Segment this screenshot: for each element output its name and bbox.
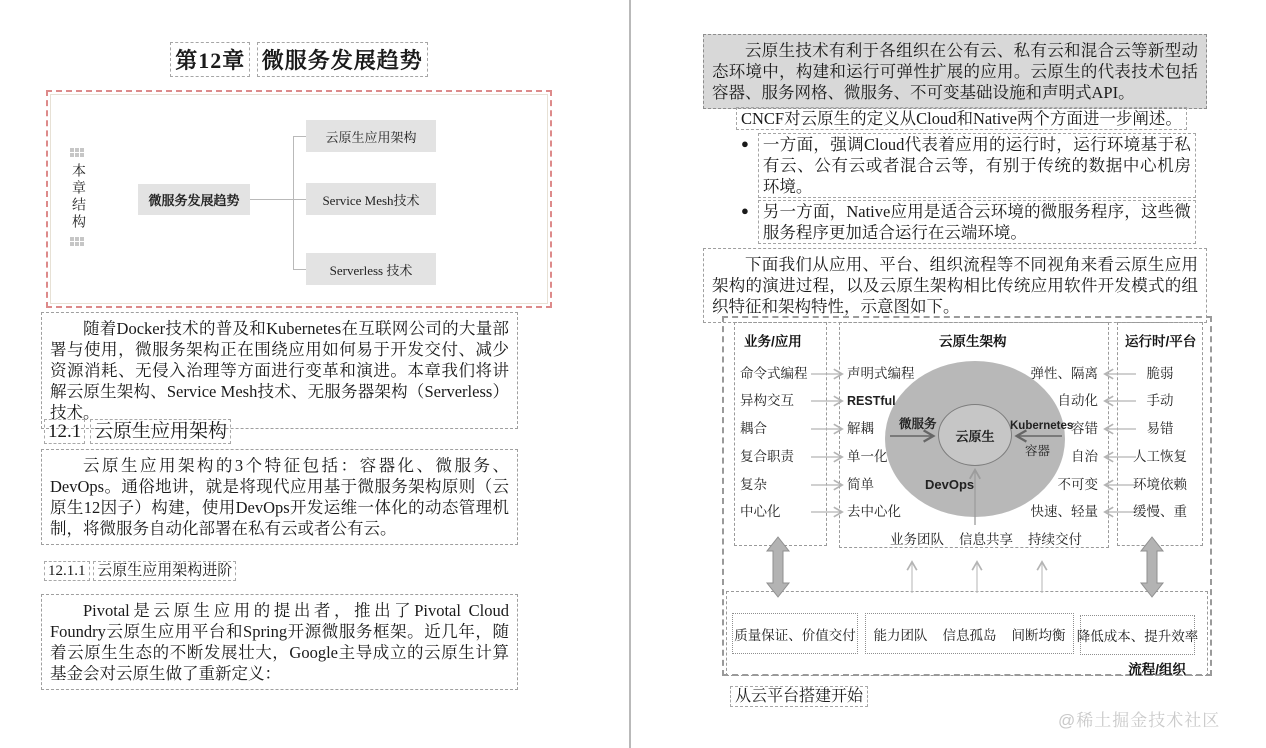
paragraph-cncf-text: CNCF对云原生的定义从Cloud和Native两个方面进一步阐述。 xyxy=(736,107,1187,130)
chapter-title xyxy=(46,42,552,77)
business-item-imperative: 命令式编程 xyxy=(740,366,808,381)
core-label-devops: DevOps xyxy=(925,477,975,492)
dots-decoration-bottom xyxy=(70,237,84,246)
arch-term-decentralized: 去中心化 xyxy=(847,504,901,519)
chapter-structure-label: 本章结构 xyxy=(70,163,85,231)
bullet-text-native: 另一方面，Native应用是适合云环境的微服务程序，这些微服务程序更加适合运行在云端环境。 xyxy=(758,200,1196,244)
business-item-centralized: 中心化 xyxy=(740,504,781,519)
chapter-structure-side-label xyxy=(64,148,90,246)
core-label-container: 容器 xyxy=(1025,444,1051,458)
diagram-caption-text: 从云平台搭建开始 xyxy=(730,686,868,707)
business-item-hetero: 异构交互 xyxy=(740,393,794,408)
tree-node-service-mesh: Service Mesh技术 xyxy=(306,183,436,215)
business-item-coupled: 耦合 xyxy=(740,421,767,436)
panel-title-architecture: 云原生架构 xyxy=(939,334,1007,349)
arch-term-autonomous: 自治 xyxy=(1071,449,1098,464)
core-label-kubernetes: Kubernetes xyxy=(1010,420,1074,432)
business-item-composite: 复合职责 xyxy=(740,449,794,464)
paragraph-cncf xyxy=(703,108,1207,129)
runtime-item-env-dependent: 环境依赖 xyxy=(1133,477,1187,492)
arch-term-simple: 简单 xyxy=(847,477,874,492)
runtime-item-error-prone: 易错 xyxy=(1146,421,1174,436)
panel-title-business: 业务/应用 xyxy=(744,334,802,349)
page-divider xyxy=(629,0,631,748)
process-box-cost: 降低成本、提升效率 xyxy=(1080,615,1195,655)
paragraph-highlight-cloud-native: 云原生技术有利于各组织在公有云、私有云和混合云等新型动态环境中，构建和运行可弹性扩展的应用。云原生的代表技术包括容器、服务网格、微服务、不可变基础设施和声明式API。 xyxy=(703,34,1207,109)
heading-12-1-text: 云原生应用架构 xyxy=(90,419,231,444)
heading-12-1-1-number: 12.1.1 xyxy=(44,561,90,581)
runtime-item-manual: 手动 xyxy=(1146,393,1174,408)
panel-title-runtime: 运行时/平台 xyxy=(1125,334,1197,349)
arch-term-automated: 自动化 xyxy=(1057,393,1098,408)
runtime-item-slow-heavy: 缓慢、重 xyxy=(1133,504,1187,519)
bullet-item-cloud xyxy=(741,133,1207,198)
tree-connector-child3 xyxy=(293,269,306,270)
watermark: @稀土掘金技术社区 xyxy=(1058,711,1221,730)
chapter-number: 第12章 xyxy=(170,42,250,77)
process-box-teams xyxy=(865,613,1074,654)
arch-term-elastic: 弹性、隔离 xyxy=(1030,366,1098,381)
bullet-marker-icon: ● xyxy=(741,136,749,151)
paragraph-pivotal: Pivotal是云原生应用的提出者，推出了Pivotal Cloud Foundry云原生应用平台和Spring开源微服务框架。近几年，随着云原生生态的不断发展壮大，Google主导成立的云原生计算基金会对云原生做了重新定义： xyxy=(41,594,518,690)
process-box-quality: 质量保证、价值交付 xyxy=(732,613,858,654)
business-item-complex: 复杂 xyxy=(740,477,767,492)
paragraph-features: 云原生应用架构的3个特征包括：容器化、微服务、DevOps。通俗地讲，就是将现代应用基于微服务架构原则（云原生12因子）构建，使用DevOps开发运维一体化的动态管理机制，将微服务自动化部署在私有云或者公有云。 xyxy=(41,449,518,545)
dots-decoration-top xyxy=(70,148,84,157)
heading-12-1-number: 12.1 xyxy=(44,419,85,444)
process-capability-team: 能力团队 xyxy=(873,627,928,643)
tree-node-serverless: Serverless 技术 xyxy=(306,253,436,285)
arch-term-immutable: 不可变 xyxy=(1057,477,1098,492)
arch-term-fast-light: 快速、轻量 xyxy=(1030,504,1098,519)
tree-node-cloud-native: 云原生应用架构 xyxy=(306,120,436,152)
arch-term-restful: RESTful xyxy=(847,394,896,408)
chapter-structure-box xyxy=(46,90,552,308)
team-row-info-sharing: 信息共享 xyxy=(959,532,1013,547)
tree-connector-child2 xyxy=(293,199,306,200)
runtime-item-fragile: 脆弱 xyxy=(1146,366,1174,381)
arch-term-fault-tolerant: 容错 xyxy=(1071,421,1098,436)
arch-term-decoupled: 解耦 xyxy=(847,421,874,436)
team-row xyxy=(890,528,1082,548)
paragraph-diagram-intro: 下面我们从应用、平台、组织流程等不同视角来看云原生应用架构的演进过程，以及云原生架构相比传统应用软件开发模式的组织特征和架构特性，示意图如下。 xyxy=(703,248,1207,323)
bullet-marker-icon: ● xyxy=(741,203,749,218)
process-info-silo: 信息孤岛 xyxy=(942,627,997,643)
runtime-item-manual-recovery: 人工恢复 xyxy=(1133,449,1187,464)
cloud-native-architecture-diagram xyxy=(722,316,1212,676)
tree-connector-child1 xyxy=(293,136,306,137)
arch-term-declarative: 声明式编程 xyxy=(847,366,915,381)
paragraph-docker-intro: 随着Docker技术的普及和Kubernetes在互联网公司的大量部署与使用，微服务架构正在围绕应用如何易于开发交付、减少资源消耗、无侵入治理等方面进行变革和演进。本章我们将讲解云原生架构、Service Mesh技术、无服务器架构（Serverless）技术。 xyxy=(41,312,518,429)
panel-title-process: 流程/组织 xyxy=(1128,662,1186,677)
heading-12-1-1-text: 云原生应用架构进阶 xyxy=(93,561,236,581)
heading-12-1-1 xyxy=(44,559,236,580)
tree-connector-root xyxy=(250,199,293,200)
tree-connector-vertical xyxy=(293,136,294,269)
core-cloud-native-circle: 云原生 xyxy=(938,404,1012,466)
chapter-title-text: 微服务发展趋势 xyxy=(257,42,428,77)
heading-12-1 xyxy=(44,416,231,443)
tree-node-root: 微服务发展趋势 xyxy=(138,184,250,215)
bullet-item-native xyxy=(741,200,1207,244)
diagram-caption xyxy=(730,683,868,706)
bullet-text-cloud: 一方面，强调Cloud代表着应用的运行时，运行环境基于私有云、公有云或者混合云等，有别于传统的数据中心机房环境。 xyxy=(758,133,1196,198)
core-label-microservice: 微服务 xyxy=(899,417,937,431)
team-row-continuous-delivery: 持续交付 xyxy=(1028,532,1082,547)
team-row-business-team: 业务团队 xyxy=(890,532,944,547)
arch-term-single: 单一化 xyxy=(847,449,888,464)
process-intermittent-balance: 间断均衡 xyxy=(1011,627,1066,643)
